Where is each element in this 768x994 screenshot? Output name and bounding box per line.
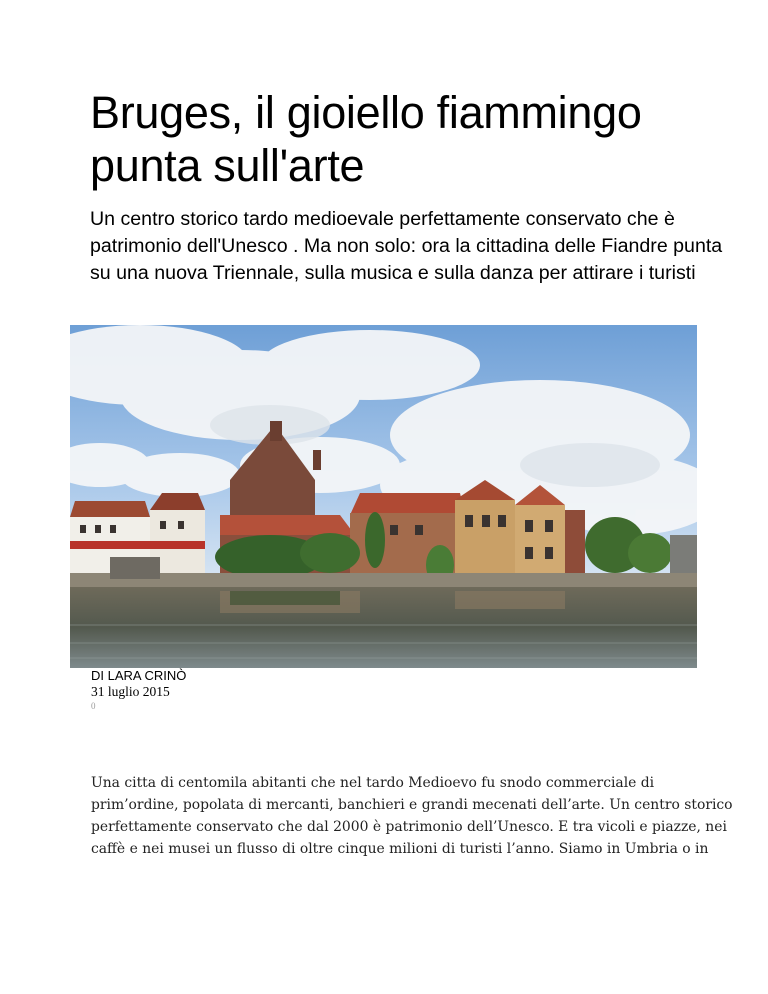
comment-count[interactable]: 0	[91, 701, 96, 711]
article-body: Una citta di centomila abitanti che nel tardo Medioevo fu snodo commerciale di prim’ordine, popolata di mercanti, banchieri e grandi mecenati dell’arte. Un centro storico perfettamente conservato che dal 2000 è patrimonio dell’Unesco. E tra vicoli e piazze, nei caffè e nei musei un flusso di oltre cinque milioni di turisti l’anno. Siamo in Umbria o in	[91, 775, 733, 857]
article-date: 31 luglio 2015	[91, 684, 170, 699]
article-title: Bruges, il gioiello fiammingo punta sull'arte	[90, 87, 642, 191]
article-photo	[70, 325, 697, 668]
article-byline: DI LARA CRINÒ	[91, 668, 187, 683]
article-subtitle: Un centro storico tardo medioevale perfettamente conservato che è patrimonio dell'Unesco . Ma non solo: ora la cittadina delle Fiandre punta su una nuova Triennale, sulla musica e sulla danza per attirare i turisti	[90, 208, 723, 284]
